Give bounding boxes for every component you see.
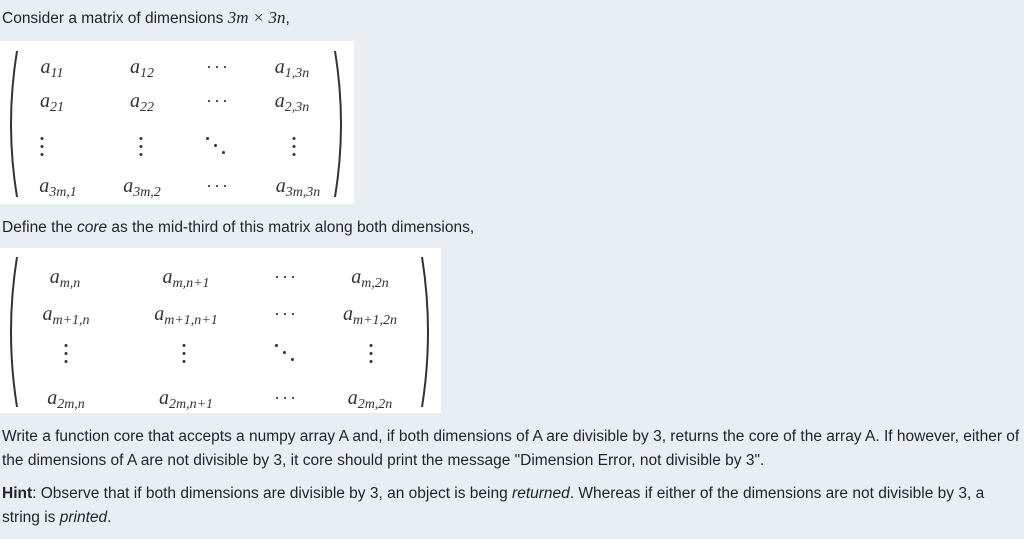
intro-suffix: , <box>285 10 290 27</box>
hint-label: Hint <box>2 485 33 502</box>
vdots <box>293 137 296 161</box>
hdots: ··· <box>274 304 298 324</box>
cell-am1-n1: $a_{m+1,n+1}$ <box>154 303 218 328</box>
cell-am-n1: $a_{m,n+1}$ <box>162 266 210 291</box>
hdots: ··· <box>206 91 230 111</box>
hint-printed: printed <box>59 509 108 526</box>
vdots <box>370 344 373 368</box>
cell-am-n: $a_{m,n}$ <box>49 266 81 291</box>
right-paren <box>332 49 348 199</box>
vdots <box>65 344 68 368</box>
hint-end: . <box>107 509 112 526</box>
cell-a2m-2n: $a_{2m,2n}$ <box>347 387 393 412</box>
hdots: ··· <box>274 388 298 408</box>
right-paren <box>419 255 435 409</box>
cell-a1-3n: $a_{1,3n}$ <box>274 56 310 81</box>
cell-am-2n: $a_{m,2n}$ <box>351 266 389 291</box>
ddots <box>206 137 230 157</box>
hdots: ··· <box>206 57 230 77</box>
hdots: ··· <box>274 267 298 287</box>
matrix-core <box>0 248 441 413</box>
left-paren <box>4 255 20 409</box>
hint-paragraph <box>2 482 1020 530</box>
cell-a2m-n: $a_{2m,n}$ <box>47 387 85 412</box>
left-paren <box>4 49 20 199</box>
hint-text-1: : Observe that if both dimensions are divisible by 3, an object is being <box>32 485 513 502</box>
cell-a3m-2: $a_{3m,2}$ <box>123 175 161 200</box>
hint-text-2: . Whereas if either of the dimensions are not divisible by 3, a string is <box>2 485 985 526</box>
intro-prefix: Consider a matrix of dimensions <box>2 10 228 27</box>
cell-a22: $a_{22}$ <box>130 90 154 115</box>
cell-a2m-n1: $a_{2m,n+1}$ <box>158 387 214 412</box>
core-definition <box>2 217 474 239</box>
cell-a3m-3n: $a_{3m,3n}$ <box>275 175 321 200</box>
task-paragraph: Write a function core that accepts a numpy array A and, if both dimensions of A are divisible by 3, returns the core of the array A. If however, either of the dimensions of A are not divisible by 3, it core should print the message "Dimension Error, not divisible by 3". <box>2 428 1020 469</box>
ddots <box>275 344 299 364</box>
vdots <box>41 137 44 161</box>
cell-a21: $a_{21}$ <box>40 90 64 115</box>
cell-am1-2n: $a_{m+1,2n}$ <box>342 303 398 328</box>
cell-a12: $a_{12}$ <box>130 56 154 81</box>
vdots <box>183 344 186 368</box>
intro-line <box>2 7 290 30</box>
cell-a3m-1: $a_{3m,1}$ <box>39 175 77 200</box>
cell-am1-n: $a_{m+1,n}$ <box>42 303 90 328</box>
intro-math-b: 3n <box>268 8 286 27</box>
core-word: core <box>76 219 108 236</box>
hdots: ··· <box>206 176 230 196</box>
intro-times: × <box>248 8 269 27</box>
core-def-suffix: as the mid-third of this matrix along both dimensions, <box>107 219 475 236</box>
matrix-full <box>0 41 354 204</box>
hint-returned: returned <box>512 485 570 502</box>
cell-a2-3n: $a_{2,3n}$ <box>274 90 310 115</box>
cell-a11: $a_{11}$ <box>40 56 64 81</box>
intro-math-a: 3m <box>227 8 249 27</box>
core-def-prefix: Define the <box>2 219 77 236</box>
vdots <box>140 137 143 161</box>
